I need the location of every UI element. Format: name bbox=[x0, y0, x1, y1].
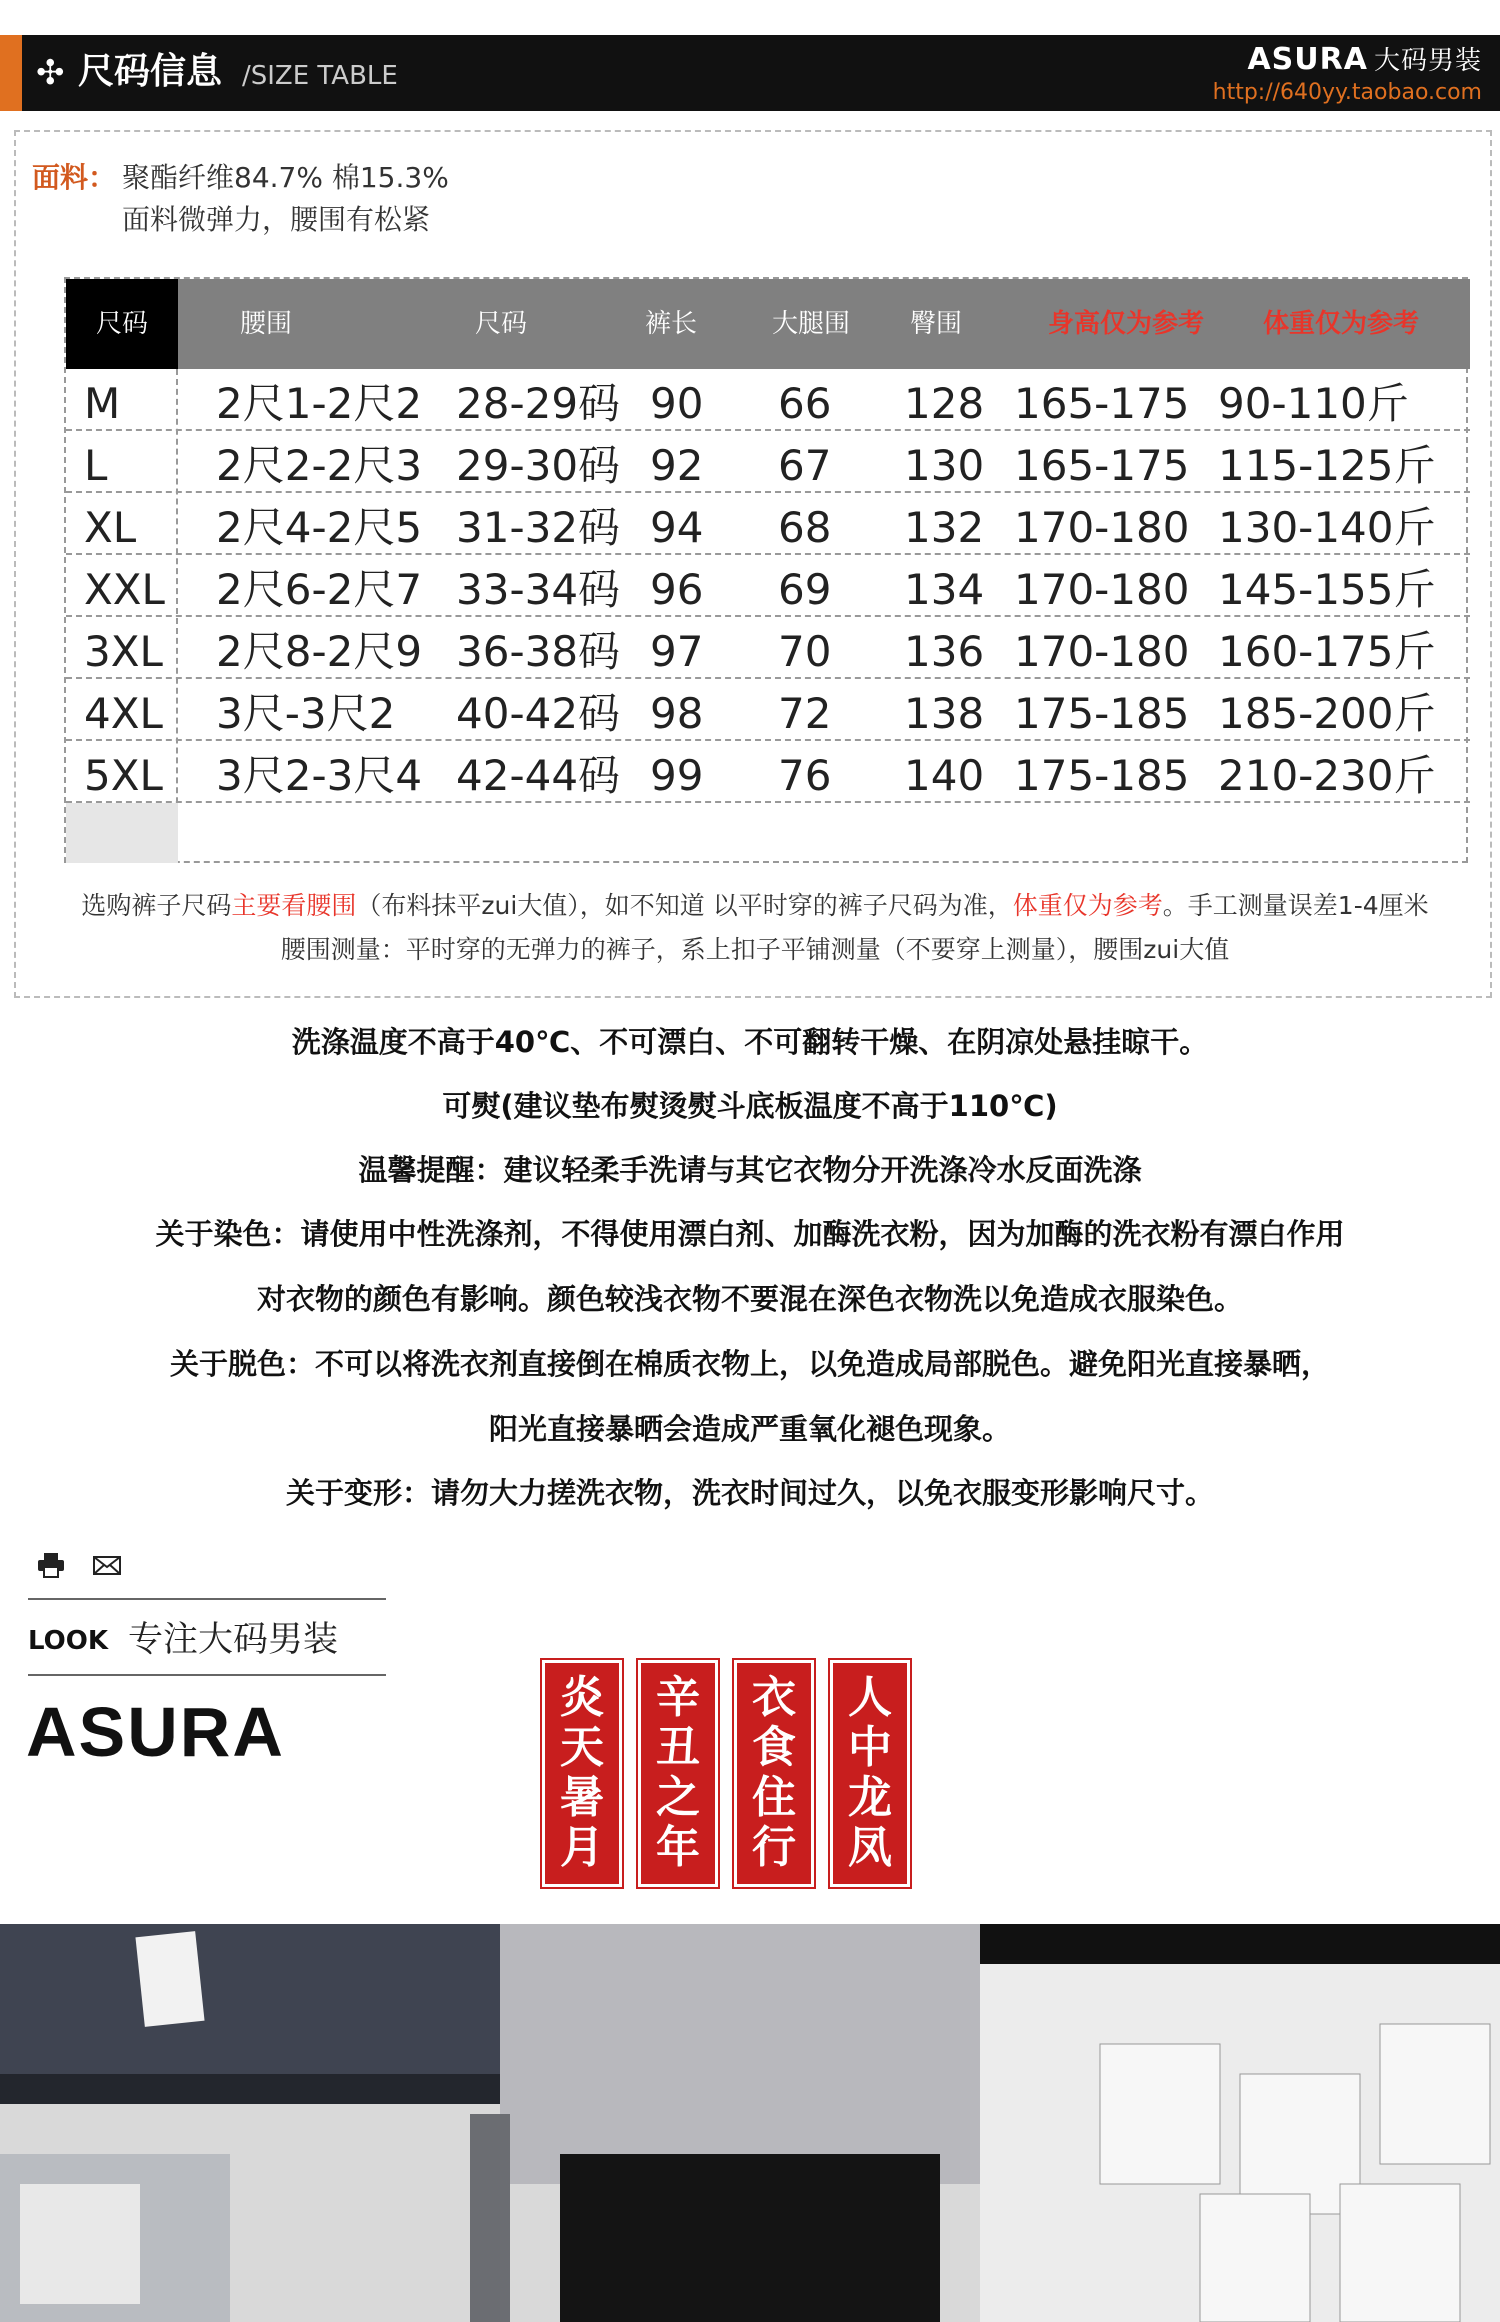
cell-size: 5XL bbox=[84, 751, 163, 800]
cell-size-code: 36-38码 bbox=[456, 627, 621, 676]
brand-slogan: 专注大码男装 bbox=[128, 1620, 339, 1660]
cell-thigh: 68 bbox=[778, 503, 832, 552]
cell-weight: 185-200斤 bbox=[1218, 689, 1436, 738]
shop-link[interactable]: http://640yy.taobao.com bbox=[1212, 80, 1482, 105]
cell-waist: 3尺-3尺2 bbox=[216, 689, 396, 738]
col-header-hip: 臀围 bbox=[909, 309, 962, 339]
cell-weight: 210-230斤 bbox=[1218, 751, 1436, 800]
crosshair-icon: ✣ bbox=[36, 53, 65, 93]
cell-waist: 2尺4-2尺5 bbox=[216, 503, 423, 552]
cell-waist: 2尺6-2尺7 bbox=[216, 565, 423, 614]
col-header-weight: 体重仅为参考 bbox=[1262, 309, 1419, 339]
table-row-empty bbox=[66, 803, 1470, 863]
calligraphy-tile-2 bbox=[638, 1660, 718, 1887]
cell-thigh: 69 bbox=[778, 565, 832, 614]
cell-hip: 128 bbox=[904, 379, 985, 428]
email-icon[interactable] bbox=[92, 1552, 122, 1578]
cell-waist: 2尺2-2尺3 bbox=[216, 441, 423, 490]
table-row bbox=[66, 617, 1470, 679]
cell-weight: 145-155斤 bbox=[1218, 565, 1436, 614]
cell-size-code: 31-32码 bbox=[456, 503, 621, 552]
tile-char: 暑 bbox=[560, 1772, 604, 1823]
cell-length: 97 bbox=[650, 627, 704, 676]
cell-hip: 134 bbox=[904, 565, 985, 614]
store-scene-illustration bbox=[0, 1924, 1500, 2322]
cell-length: 99 bbox=[650, 751, 704, 800]
care-line-3: 温馨提醒：建议轻柔手洗请与其它衣物分开洗涤冷水反面洗涤 bbox=[358, 1153, 1142, 1187]
divider-bottom bbox=[28, 1674, 386, 1676]
fabric-value: 聚酯纤维84.7% 棉15.3% bbox=[122, 161, 449, 194]
size-info-box bbox=[14, 130, 1492, 998]
tile-char: 年 bbox=[656, 1822, 700, 1873]
note-part-a: 选购裤子尺码 bbox=[81, 891, 232, 920]
care-line-1: 洗涤温度不高于40℃、不可漂白、不可翻转干燥、在阴凉处悬挂晾干。 bbox=[291, 1025, 1209, 1059]
cell-weight: 90-110斤 bbox=[1218, 379, 1409, 428]
cell-size: XL bbox=[84, 503, 137, 552]
look-label: LOOK bbox=[28, 1626, 108, 1656]
divider-top bbox=[28, 1598, 386, 1600]
cell-thigh: 66 bbox=[778, 379, 832, 428]
col-header-length: 裤长 bbox=[644, 309, 697, 339]
cell-height: 170-180 bbox=[1014, 627, 1190, 676]
tile-char: 行 bbox=[752, 1822, 796, 1873]
table-row bbox=[66, 741, 1470, 803]
cell-thigh: 76 bbox=[778, 751, 832, 800]
tile-char: 炎 bbox=[560, 1672, 604, 1723]
cell-height: 165-175 bbox=[1014, 441, 1190, 490]
care-line-5: 对衣物的颜色有影响。颜色较浅衣物不要混在深色衣物洗以免造成衣服染色。 bbox=[256, 1282, 1243, 1316]
fabric-label: 面料： bbox=[32, 161, 117, 194]
table-header-row bbox=[66, 279, 1470, 369]
cell-size-code: 33-34码 bbox=[456, 565, 621, 614]
cell-hip: 132 bbox=[904, 503, 985, 552]
print-icon[interactable] bbox=[36, 1552, 66, 1578]
cell-thigh: 72 bbox=[778, 689, 832, 738]
tile-char: 住 bbox=[752, 1772, 796, 1823]
calligraphy-tile-4 bbox=[830, 1660, 910, 1887]
header-accent-bar bbox=[0, 35, 22, 111]
waist-measure-note: 腰围测量：平时穿的无弹力的裤子，系上扣子平铺测量（不要穿上测量），腰围zui大值 bbox=[280, 935, 1230, 964]
note-part-c: （布料抹平zui大值），如不知道 以平时穿的裤子尺码为准， bbox=[356, 891, 1013, 920]
cell-size: XXL bbox=[84, 565, 165, 614]
fabric-note: 面料微弹力，腰围有松紧 bbox=[122, 203, 431, 236]
cell-height: 165-175 bbox=[1014, 379, 1190, 428]
tile-char: 衣 bbox=[752, 1672, 796, 1723]
cell-hip: 138 bbox=[904, 689, 985, 738]
size-guide-note bbox=[32, 890, 1478, 922]
cell-size-code: 28-29码 bbox=[456, 379, 621, 428]
brand-name: ASURA bbox=[1247, 42, 1368, 77]
care-line-4: 关于染色：请使用中性洗涤剂，不得使用漂白剂、加酶洗衣粉，因为加酶的洗衣粉有漂白作用 bbox=[155, 1217, 1345, 1251]
product-photo bbox=[0, 1924, 1500, 2322]
header-brand bbox=[1247, 43, 1482, 78]
note-weight-emphasis: 体重仅为参考 bbox=[1012, 891, 1163, 920]
care-line-2: 可熨(建议垫布熨烫熨斗底板温度不高于110℃) bbox=[442, 1089, 1058, 1123]
cell-height: 175-185 bbox=[1014, 689, 1190, 738]
tile-char: 丑 bbox=[656, 1722, 700, 1773]
cell-size-code: 29-30码 bbox=[456, 441, 621, 490]
tile-char: 龙 bbox=[848, 1772, 892, 1823]
note-part-e: 。手工测量误差1-4厘米 bbox=[1162, 891, 1429, 920]
cell-waist: 2尺1-2尺2 bbox=[216, 379, 423, 428]
cell-height: 175-185 bbox=[1014, 751, 1190, 800]
calligraphy-tile-1 bbox=[542, 1660, 622, 1887]
care-line-6: 关于脱色：不可以将洗衣剂直接倒在棉质衣物上，以免造成局部脱色。避免阳光直接暴晒， bbox=[169, 1347, 1330, 1381]
cell-waist: 3尺2-3尺4 bbox=[216, 751, 423, 800]
table-row bbox=[66, 493, 1470, 555]
cell-thigh: 67 bbox=[778, 441, 832, 490]
cell-weight: 115-125斤 bbox=[1218, 441, 1436, 490]
cell-length: 90 bbox=[650, 379, 704, 428]
cell-size-code: 40-42码 bbox=[456, 689, 621, 738]
cell-waist: 2尺8-2尺9 bbox=[216, 627, 423, 676]
cell-weight: 160-175斤 bbox=[1218, 627, 1436, 676]
tile-char: 月 bbox=[560, 1822, 604, 1873]
cell-length: 98 bbox=[650, 689, 704, 738]
cell-size: M bbox=[84, 379, 121, 428]
calligraphy-tile-3 bbox=[734, 1660, 814, 1887]
cell-height: 170-180 bbox=[1014, 565, 1190, 614]
table-row bbox=[66, 555, 1470, 617]
tile-char: 天 bbox=[560, 1722, 604, 1773]
col-header-waist: 腰围 bbox=[239, 309, 292, 339]
cell-size-code: 42-44码 bbox=[456, 751, 621, 800]
cell-thigh: 70 bbox=[778, 627, 832, 676]
col-header-height: 身高仅为参考 bbox=[1047, 309, 1204, 339]
brand-name-cn: 大码男装 bbox=[1373, 46, 1482, 76]
cell-height: 170-180 bbox=[1014, 503, 1190, 552]
tile-char: 辛 bbox=[656, 1672, 700, 1723]
cell-size: L bbox=[84, 441, 108, 490]
cell-size: 4XL bbox=[84, 689, 163, 738]
cell-hip: 140 bbox=[904, 751, 985, 800]
cell-weight: 130-140斤 bbox=[1218, 503, 1436, 552]
cell-length: 92 bbox=[650, 441, 704, 490]
tile-char: 之 bbox=[656, 1772, 700, 1823]
brand-logo-text: ASURA bbox=[26, 1693, 285, 1771]
cell-hip: 130 bbox=[904, 441, 985, 490]
header-subtitle: /SIZE TABLE bbox=[242, 61, 398, 91]
size-table bbox=[64, 277, 1468, 863]
col-header-size: 尺码 bbox=[66, 279, 178, 369]
col-header-thigh: 大腿围 bbox=[771, 309, 850, 339]
care-line-7: 阳光直接暴晒会造成严重氧化褪色现象。 bbox=[488, 1412, 1011, 1446]
cell-hip: 136 bbox=[904, 627, 985, 676]
care-line-8: 关于变形：请勿大力搓洗衣物，洗衣时间过久，以免衣服变形影响尺寸。 bbox=[285, 1476, 1214, 1510]
col-header-size-code: 尺码 bbox=[474, 309, 527, 339]
table-row bbox=[66, 369, 1470, 431]
header-title: 尺码信息 bbox=[78, 51, 223, 92]
tile-char: 中 bbox=[848, 1722, 892, 1773]
cell-size: 3XL bbox=[84, 627, 163, 676]
cell-length: 94 bbox=[650, 503, 704, 552]
table-row bbox=[66, 679, 1470, 741]
table-row bbox=[66, 431, 1470, 493]
cell-length: 96 bbox=[650, 565, 704, 614]
size-table-header bbox=[0, 35, 1500, 111]
tile-char: 人 bbox=[848, 1672, 892, 1723]
tile-char: 食 bbox=[752, 1722, 796, 1773]
tile-char: 凤 bbox=[848, 1822, 892, 1873]
note-waist-emphasis: 主要看腰围 bbox=[231, 891, 357, 920]
